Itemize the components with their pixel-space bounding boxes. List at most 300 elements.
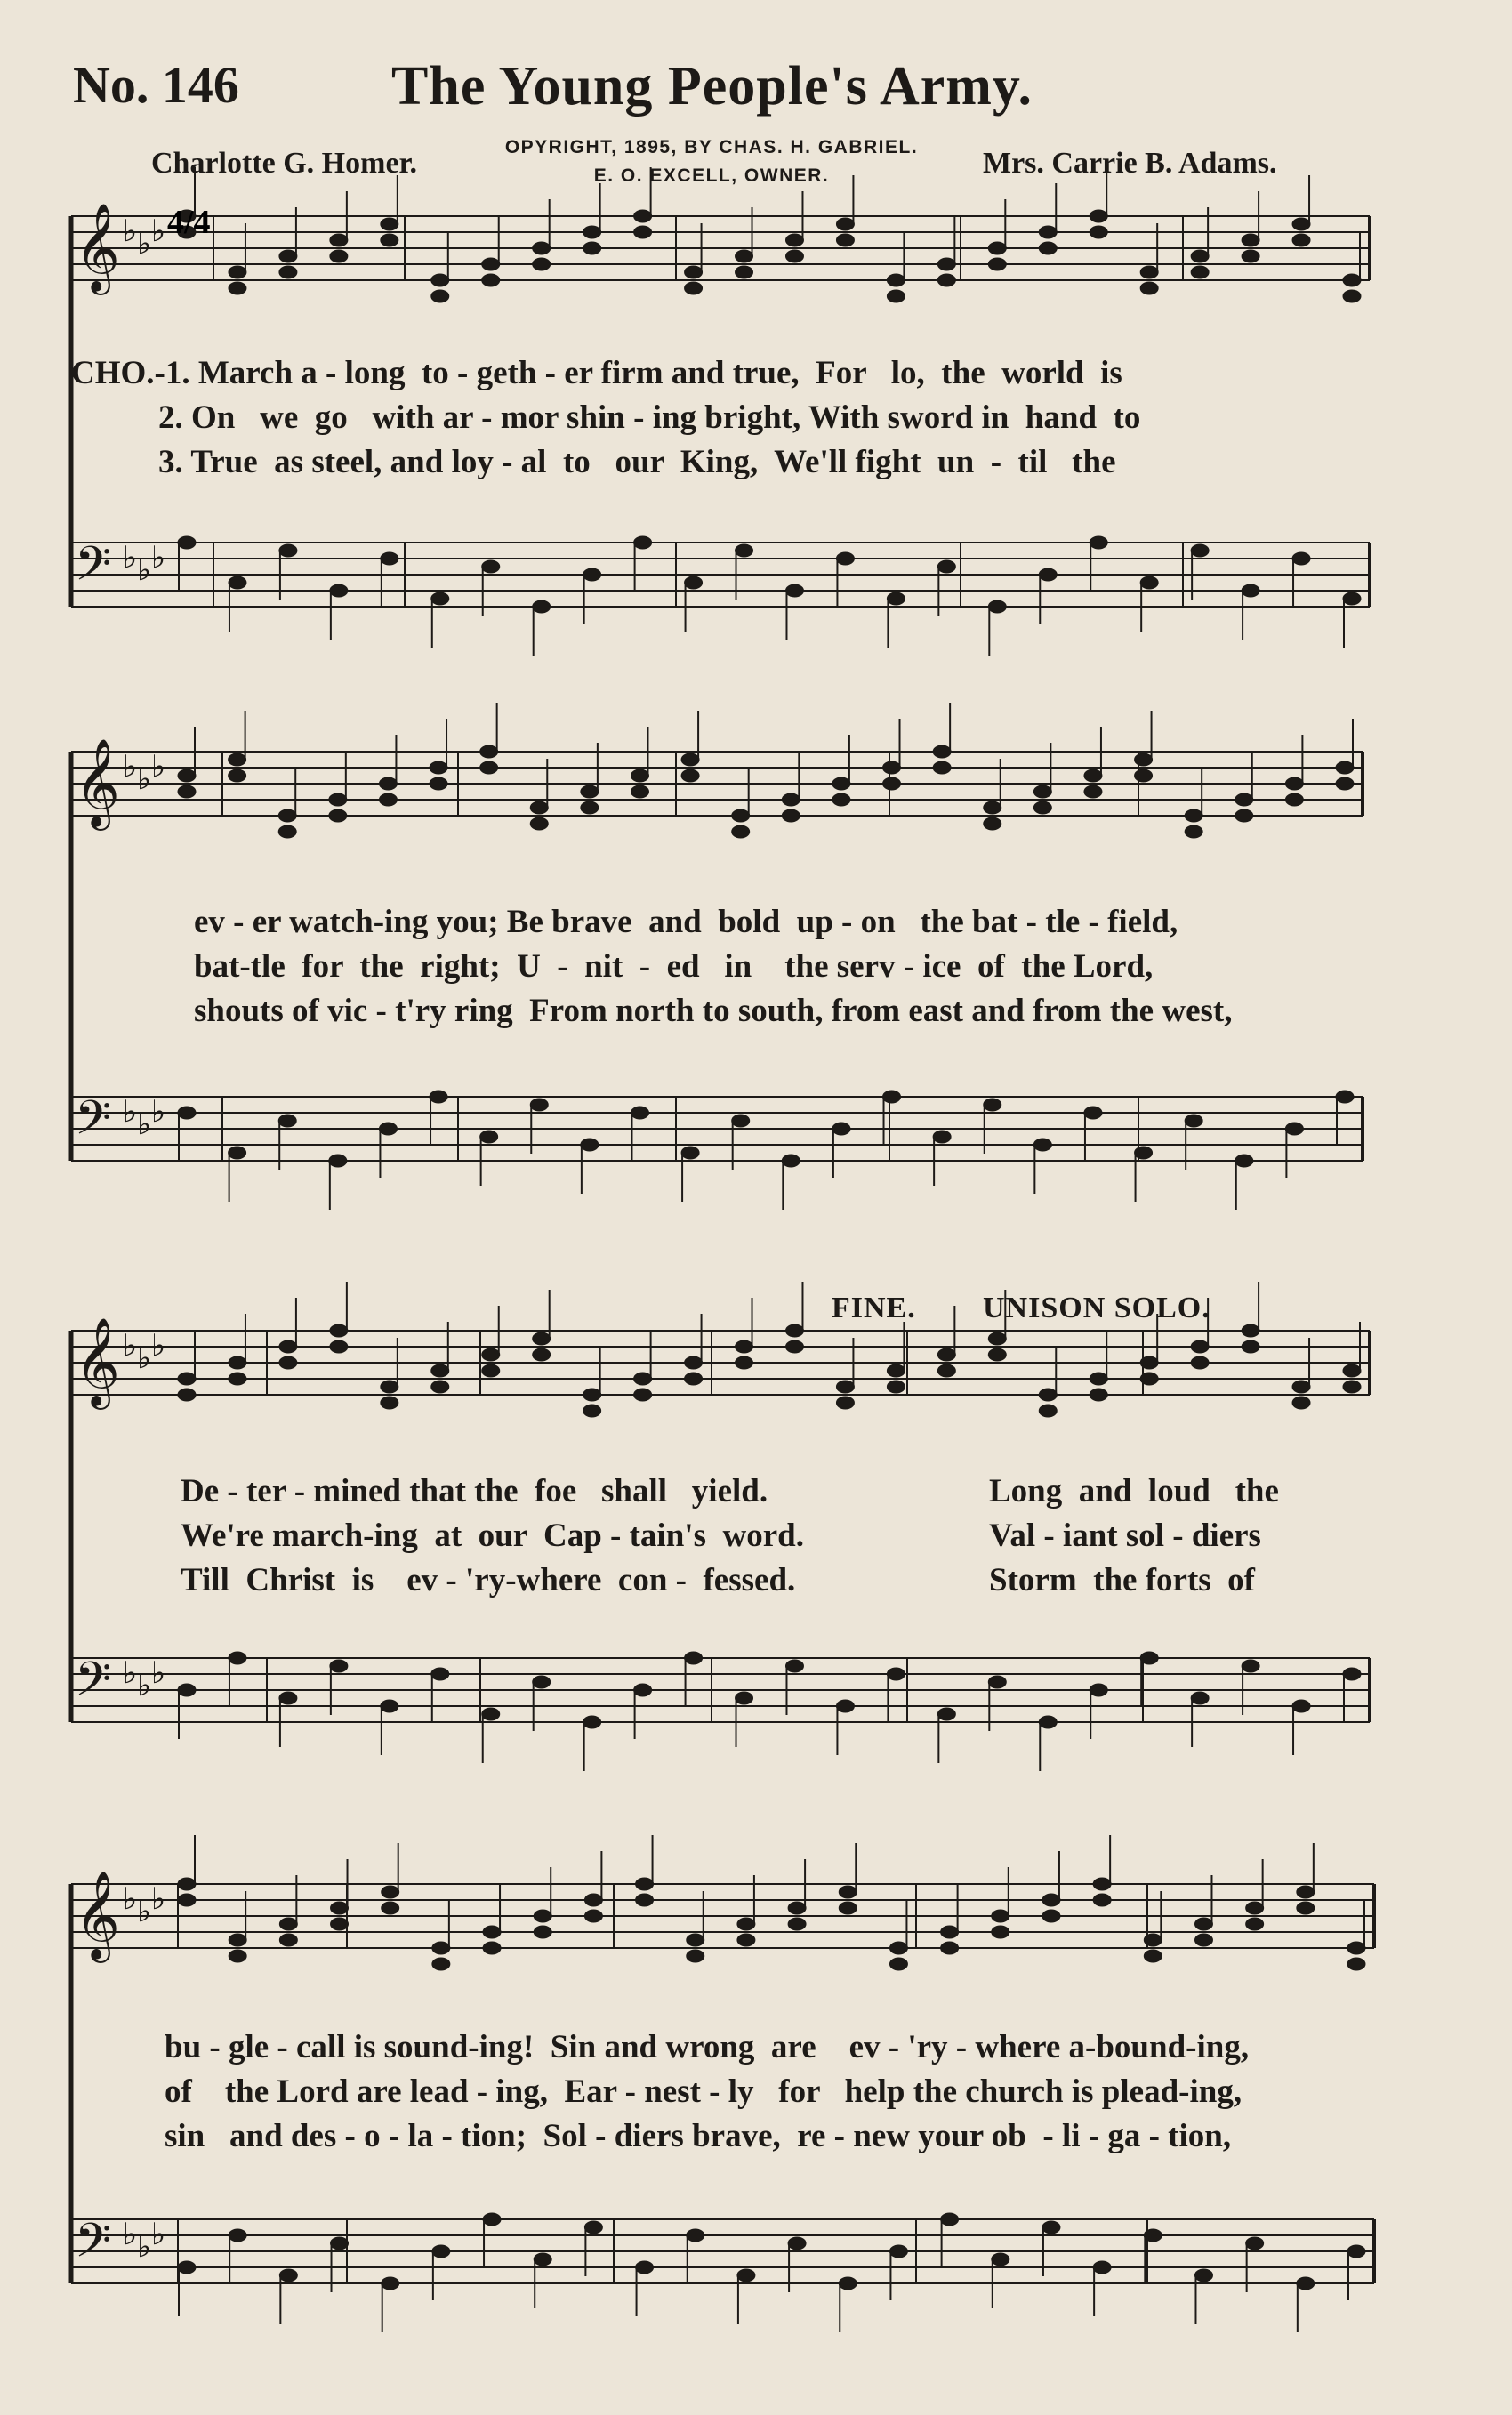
note-head: [634, 210, 652, 222]
note-head: [1090, 226, 1107, 238]
flat-icon: ♭: [151, 213, 166, 249]
note-head: [1090, 1389, 1107, 1401]
note-head: [583, 568, 601, 581]
flat-icon: ♭: [123, 1655, 138, 1691]
note-head: [583, 226, 601, 238]
note-head: [933, 1131, 951, 1143]
note-head: [1090, 536, 1107, 549]
flat-icon: ♭: [123, 540, 138, 576]
note-head: [1144, 1950, 1162, 1962]
note-head: [1140, 266, 1158, 278]
note-head: [1194, 2269, 1212, 2282]
note-head: [1191, 266, 1209, 278]
solo-lyric-line: Val - iant sol - diers: [989, 1517, 1261, 1554]
note-head: [534, 1910, 551, 1922]
note-head: [836, 1700, 854, 1712]
note-head: [1135, 1147, 1153, 1159]
flat-icon: ♭: [137, 1668, 152, 1703]
note-head: [330, 1660, 348, 1672]
note-head: [636, 1894, 654, 1906]
flat-icon: ♭: [137, 226, 152, 262]
note-head: [379, 793, 397, 806]
note-head: [1090, 1373, 1107, 1385]
note-head: [832, 793, 850, 806]
note-head: [534, 2253, 551, 2266]
note-head: [785, 1340, 803, 1353]
note-head: [1292, 1397, 1310, 1409]
note-head: [583, 1389, 601, 1401]
note-head: [1246, 1918, 1264, 1930]
note-head: [1033, 1139, 1051, 1151]
note-head: [736, 1356, 753, 1369]
note-head: [382, 2277, 399, 2290]
note-head: [483, 1942, 501, 1954]
note-head: [431, 1668, 449, 1680]
copyright-line-1: OPYRIGHT, 1895, BY CHAS. H. GABRIEL.: [504, 137, 919, 157]
note-head: [1235, 809, 1253, 822]
note-head: [1042, 2221, 1060, 2234]
note-head: [279, 1356, 297, 1369]
note-head: [534, 1926, 551, 1938]
note-head: [430, 761, 447, 774]
note-head: [1292, 1700, 1310, 1712]
bass-clef-icon: 𝄢: [75, 1091, 112, 1157]
note-head: [1093, 1878, 1111, 1890]
note-head: [432, 1958, 450, 1970]
flat-icon: ♭: [151, 540, 166, 576]
note-head: [836, 234, 854, 246]
note-heads: [178, 167, 1365, 2332]
note-head: [1347, 1942, 1365, 1954]
note-head: [480, 1131, 498, 1143]
copyright-line-2: E. O. EXCELL, OWNER.: [593, 165, 830, 186]
note-head: [482, 1348, 500, 1361]
note-head: [381, 1397, 398, 1409]
note-head: [988, 242, 1006, 254]
flat-icon: ♭: [151, 1094, 166, 1130]
note-head: [1185, 825, 1202, 838]
note-head: [482, 1364, 500, 1377]
note-head: [229, 266, 246, 278]
note-head: [634, 1389, 652, 1401]
note-head: [431, 274, 449, 286]
flat-icon: ♭: [137, 1340, 152, 1376]
note-head: [1185, 1115, 1202, 1127]
note-head: [1235, 1155, 1253, 1167]
note-head: [1191, 1692, 1209, 1704]
note-head: [1084, 785, 1102, 798]
note-head: [229, 2229, 246, 2242]
note-head: [1343, 1364, 1361, 1377]
note-head: [988, 258, 1006, 270]
note-head: [1246, 1902, 1264, 1914]
note-head: [430, 777, 447, 790]
note-head: [229, 753, 246, 766]
note-head: [1336, 761, 1354, 774]
note-head: [1297, 1902, 1315, 1914]
note-head: [178, 2261, 196, 2274]
note-head: [681, 1147, 699, 1159]
lyric-line: 3. True as steel, and loy - al to our King, We'll fight un - til the: [158, 444, 1116, 480]
note-head: [379, 1123, 397, 1135]
note-head: [1042, 1894, 1060, 1906]
bass-clef-icon: 𝄢: [75, 2214, 112, 2280]
note-head: [1093, 2261, 1111, 2274]
note-head: [836, 552, 854, 565]
note-head: [331, 2237, 349, 2250]
note-head: [379, 777, 397, 790]
note-head: [937, 258, 955, 270]
hymn-number: No. 146: [73, 56, 239, 114]
note-head: [432, 2245, 450, 2258]
note-head: [937, 560, 955, 573]
note-head: [482, 274, 500, 286]
lyric-line: of the Lord are lead - ing, Ear - nest - ly for help the church is plead-ing,: [165, 2073, 1243, 2110]
note-head: [1242, 1324, 1259, 1337]
note-head: [431, 1381, 449, 1393]
note-head: [1135, 769, 1153, 782]
note-head: [631, 785, 648, 798]
lyric-line: We're march-ing at our Cap - tain's word.: [181, 1517, 804, 1554]
note-head: [1343, 1381, 1361, 1393]
note-head: [530, 1099, 548, 1111]
note-head: [737, 2269, 755, 2282]
note-head: [1090, 1684, 1107, 1696]
note-head: [330, 234, 348, 246]
note-head: [883, 777, 901, 790]
note-head: [1140, 576, 1158, 589]
note-head: [1194, 1934, 1212, 1946]
clefs: [75, 203, 165, 2280]
note-head: [279, 1692, 297, 1704]
flat-icon: ♭: [151, 1328, 166, 1364]
note-head: [1285, 1123, 1303, 1135]
note-head: [382, 1902, 399, 1914]
note-head: [533, 600, 551, 613]
note-head: [988, 1676, 1006, 1688]
lyric-line: shouts of vic - t'ry ring From north to south, from east and from the west,: [194, 993, 1233, 1029]
composer-credit: Mrs. Carrie B. Adams.: [983, 147, 1277, 180]
note-head: [178, 536, 196, 549]
flat-icon: ♭: [151, 1881, 166, 1917]
note-head: [229, 1147, 246, 1159]
note-head: [1242, 1340, 1259, 1353]
note-head: [330, 584, 348, 597]
note-head: [229, 1934, 246, 1946]
note-head: [480, 761, 498, 774]
note-head: [178, 1878, 196, 1890]
unison-solo-marking: UNISON SOLO.: [983, 1292, 1210, 1324]
note-head: [941, 1926, 959, 1938]
note-head: [685, 282, 703, 294]
note-head: [178, 769, 196, 782]
note-head: [331, 1918, 349, 1930]
note-head: [1144, 2229, 1162, 2242]
note-head: [883, 761, 901, 774]
note-head: [937, 1708, 955, 1720]
note-head: [279, 1934, 297, 1946]
note-head: [431, 592, 449, 605]
note-head: [687, 1934, 704, 1946]
flat-icon: ♭: [137, 1894, 152, 1929]
note-head: [1191, 544, 1209, 557]
note-head: [1191, 1340, 1209, 1353]
note-head: [1292, 1381, 1310, 1393]
note-head: [178, 1389, 196, 1401]
note-head: [937, 274, 955, 286]
note-head: [381, 218, 398, 230]
note-head: [381, 234, 398, 246]
note-head: [381, 1700, 398, 1712]
note-head: [1292, 552, 1310, 565]
note-head: [883, 1091, 901, 1103]
bass-clef-icon: 𝄢: [75, 537, 112, 603]
note-head: [1084, 769, 1102, 782]
note-head: [278, 809, 296, 822]
note-head: [1242, 584, 1259, 597]
note-head: [889, 2245, 907, 2258]
note-head: [785, 1324, 803, 1337]
note-head: [1297, 1886, 1315, 1898]
note-head: [1336, 777, 1354, 790]
lyric-line: CHO.-1. March a - long to - geth - er firm and true, For lo, the world is: [71, 355, 1122, 391]
note-head: [1084, 1107, 1102, 1119]
flat-icon: ♭: [123, 749, 138, 785]
note-head: [1343, 1668, 1361, 1680]
note-head: [631, 769, 648, 782]
note-head: [933, 761, 951, 774]
staff-lines: [71, 216, 1374, 2283]
note-head: [482, 1708, 500, 1720]
treble-clef-icon: 𝄞: [75, 1871, 120, 1960]
note-head: [1336, 1091, 1354, 1103]
note-head: [836, 1397, 854, 1409]
note-head: [788, 1902, 806, 1914]
lyric-line: 2. On we go with ar - mor shin - ing bright, With sword in hand to: [158, 399, 1141, 436]
note-head: [887, 274, 905, 286]
note-head: [1343, 592, 1361, 605]
note-head: [782, 1155, 800, 1167]
note-head: [279, 544, 297, 557]
note-head: [785, 584, 803, 597]
note-head: [330, 1340, 348, 1353]
note-head: [1033, 801, 1051, 814]
note-head: [988, 1348, 1006, 1361]
note-head: [583, 1405, 601, 1417]
note-head: [782, 809, 800, 822]
lyric-line: sin and des - o - la - tion; Sol - diers brave, re - new your ob - li - ga - tion,: [165, 2118, 1232, 2154]
note-head: [431, 290, 449, 302]
note-head: [583, 242, 601, 254]
note-head: [431, 1364, 449, 1377]
note-head: [732, 825, 750, 838]
note-head: [279, 266, 297, 278]
note-head: [1039, 568, 1057, 581]
note-head: [1039, 1716, 1057, 1728]
note-head: [229, 1373, 246, 1385]
note-head: [178, 1684, 196, 1696]
note-head: [581, 801, 599, 814]
note-head: [483, 2213, 501, 2226]
note-head: [736, 544, 753, 557]
lyric-line: De - ter - mined that the foe shall yield.: [181, 1473, 768, 1509]
note-head: [279, 2269, 297, 2282]
flat-icon: ♭: [123, 1881, 138, 1917]
note-head: [634, 1373, 652, 1385]
note-head: [736, 1692, 753, 1704]
flat-icon: ♭: [137, 761, 152, 797]
note-head: [229, 1652, 246, 1664]
note-head: [1246, 2237, 1264, 2250]
note-head: [430, 1091, 447, 1103]
note-head: [1191, 250, 1209, 262]
note-head: [1347, 1958, 1365, 1970]
note-head: [785, 234, 803, 246]
note-head: [736, 1340, 753, 1353]
note-head: [1090, 210, 1107, 222]
note-head: [581, 785, 599, 798]
note-head: [533, 1676, 551, 1688]
note-head: [887, 1364, 905, 1377]
note-head: [1343, 274, 1361, 286]
note-head: [1297, 2277, 1315, 2290]
solo-lyric-line: Storm the forts of: [989, 1562, 1255, 1598]
note-head: [887, 290, 905, 302]
note-head: [381, 552, 398, 565]
note-head: [788, 2237, 806, 2250]
note-head: [634, 536, 652, 549]
note-head: [681, 753, 699, 766]
note-head: [737, 1934, 755, 1946]
note-head: [988, 1332, 1006, 1345]
note-head: [1042, 1910, 1060, 1922]
note-head: [1235, 793, 1253, 806]
note-head: [1285, 777, 1303, 790]
lyric-line: ev - er watch-ing you; Be brave and bold up - on the bat - tle - field,: [194, 904, 1178, 940]
note-head: [937, 1348, 955, 1361]
note-head: [1140, 1356, 1158, 1369]
note-head: [530, 801, 548, 814]
flat-icon: ♭: [123, 2217, 138, 2252]
note-head: [839, 2277, 857, 2290]
note-head: [832, 777, 850, 790]
note-head: [229, 1950, 246, 1962]
note-head: [178, 1107, 196, 1119]
note-head: [1039, 1405, 1057, 1417]
note-head: [482, 258, 500, 270]
note-head: [889, 1942, 907, 1954]
note-head: [941, 1942, 959, 1954]
lyric-line: bat-tle for the right; U - nit - ed in the serv - ice of the Lord,: [194, 948, 1154, 985]
hymn-title: The Young People's Army.: [391, 56, 1033, 117]
note-head: [533, 242, 551, 254]
note-head: [782, 793, 800, 806]
fine-marking: FINE.: [832, 1292, 916, 1324]
note-head: [1140, 282, 1158, 294]
note-head: [984, 1099, 1001, 1111]
note-head: [984, 801, 1001, 814]
note-head: [685, 1652, 703, 1664]
note-head: [330, 250, 348, 262]
note-head: [480, 745, 498, 758]
note-head: [329, 1155, 347, 1167]
note-head: [685, 1356, 703, 1369]
note-head: [229, 282, 246, 294]
note-head: [836, 1381, 854, 1393]
note-head: [732, 809, 750, 822]
note-head: [992, 1910, 1009, 1922]
note-head: [937, 1364, 955, 1377]
flat-icon: ♭: [137, 552, 152, 588]
note-head: [1347, 2245, 1365, 2258]
note-head: [1242, 234, 1259, 246]
note-head: [331, 1902, 349, 1914]
note-head: [1093, 1894, 1111, 1906]
note-head: [178, 1373, 196, 1385]
note-head: [685, 266, 703, 278]
note-head: [329, 809, 347, 822]
note-head: [1135, 753, 1153, 766]
note-head: [584, 1910, 602, 1922]
note-head: [685, 1373, 703, 1385]
note-head: [839, 1902, 857, 1914]
note-head: [1343, 290, 1361, 302]
note-head: [278, 1115, 296, 1127]
note-head: [992, 2253, 1009, 2266]
time-signature-top: 4/4: [167, 204, 211, 241]
note-head: [381, 1381, 398, 1393]
note-head: [329, 793, 347, 806]
note-head: [988, 600, 1006, 613]
note-head: [533, 1348, 551, 1361]
note-head: [887, 1668, 905, 1680]
note-head: [330, 1324, 348, 1337]
note-head: [584, 1894, 602, 1906]
flat-icon: ♭: [123, 1094, 138, 1130]
note-head: [839, 1886, 857, 1898]
note-head: [1242, 1660, 1259, 1672]
note-head: [229, 1356, 246, 1369]
note-head: [736, 250, 753, 262]
note-head: [279, 250, 297, 262]
note-head: [584, 2221, 602, 2234]
solo-lyric-line: Long and loud the: [989, 1473, 1279, 1509]
note-head: [1242, 250, 1259, 262]
note-head: [1039, 1389, 1057, 1401]
treble-clef-icon: 𝄞: [75, 203, 120, 292]
note-head: [432, 1942, 450, 1954]
lyricist-credit: Charlotte G. Homer.: [151, 147, 418, 180]
note-head: [1292, 218, 1310, 230]
note-head: [634, 1684, 652, 1696]
note-head: [736, 266, 753, 278]
note-head: [887, 1381, 905, 1393]
note-head: [229, 576, 246, 589]
note-head: [785, 250, 803, 262]
note-head: [984, 817, 1001, 830]
note-head: [1194, 1918, 1212, 1930]
note-head: [687, 2229, 704, 2242]
flat-icon: ♭: [151, 1655, 166, 1691]
note-head: [1285, 793, 1303, 806]
note-head: [530, 817, 548, 830]
note-head: [279, 1918, 297, 1930]
note-head: [178, 1894, 196, 1906]
note-head: [583, 1716, 601, 1728]
lyric-line: bu - gle - call is sound-ing! Sin and wrong are ev - 'ry - where a-bound-ing,: [165, 2029, 1250, 2065]
note-head: [737, 1918, 755, 1930]
note-head: [178, 785, 196, 798]
